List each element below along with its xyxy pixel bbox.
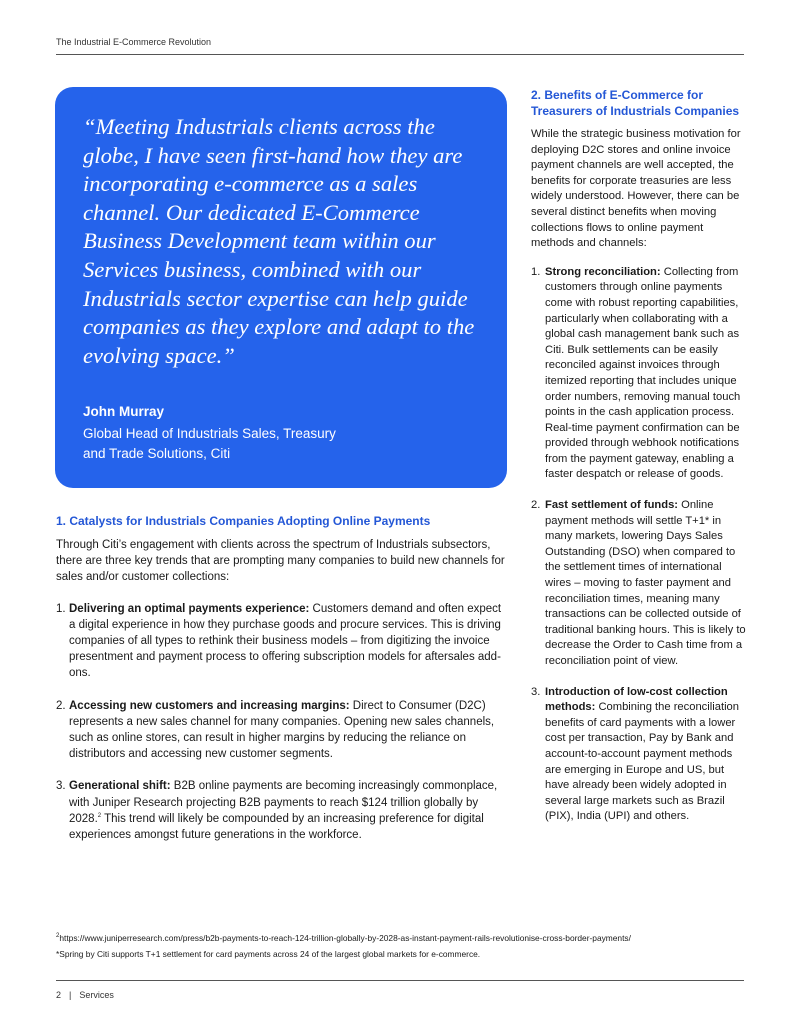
section-heading-catalysts: 1. Catalysts for Industrials Companies Adopting Online Payments: [56, 514, 431, 528]
list-item: [56, 601, 508, 682]
section-catalysts: [56, 513, 508, 843]
catalysts-list: [56, 601, 508, 844]
list-item-text: Combining the reconciliation benefits of card payments with a lower cost per transaction, Pay by Bank and account-to-account payment methods are emerging in Europe and US, but have already been widely adopted in several large markets such as Brazil (PIX), India (UPI) and others.: [545, 701, 739, 823]
list-item-lead: Strong reconciliation:: [545, 265, 661, 278]
footnote-marker: 2: [56, 933, 60, 940]
list-number: 3.: [531, 685, 541, 698]
list-number: 1.: [531, 265, 541, 278]
footnote-star: *Spring by Citi supports T+1 settlement for card payments across 24 of the largest global markets for e-commerce.: [56, 949, 481, 959]
list-item-text: Customers demand and often expect a digital experience in how they purchase goods and procure services. This is driving companies of all types to rethink their business models – from digitizing the invoice presentment and payment process to offering subscription models for aftersales add-ons.: [69, 602, 502, 680]
page-number: 2: [56, 990, 62, 1000]
list-item: [56, 778, 508, 843]
list-item-text: Direct to Consumer (D2C) represents a new sales channel for many companies. Opening new sales channels, such as online stores, can result in higher margins by reducing the reliance on distributors and accessing new customer segments.: [69, 699, 495, 761]
list-number: 2.: [531, 499, 541, 512]
section-heading-benefits: 2. Benefits of E-Commerce for Treasurers of Industrials Companies: [531, 88, 740, 118]
page-footer: [56, 990, 114, 1000]
footnotes: [56, 930, 756, 962]
footnote-link[interactable]: https://www.juniperresearch.com/press/b2b-payments-to-reach-124-trillion-globally-by-2028-as-instant-payment-rails-revolutionise-cross-border-payments/: [59, 933, 631, 943]
list-item-text: B2B online payments are becoming increasingly commonplace, with Juniper Research projecting B2B payments to reach $124 trillion globally by 2028.: [69, 780, 498, 825]
list-item-text: Collecting from customers through online payments come with robust reporting capabilities, particularly when collaborating with a global cash management bank such as Citi. Bulk settlements can be easily reconciled against invoices through itemized reporting that includes unique order numbers, removing manual touch points in the cash application process. Real-time payment confirmation can be provided through webhook notifications from the payment gateway, enabling a faster despatch or release of goods.: [545, 265, 741, 481]
list-item-lead: Generational shift:: [69, 780, 171, 793]
pull-quote-box: [55, 87, 507, 488]
list-number: 3.: [56, 780, 66, 793]
list-item-lead: Delivering an optimal payments experience:: [69, 602, 310, 615]
header-rule: [56, 54, 744, 55]
footnote-ref[interactable]: 2: [97, 813, 102, 820]
list-item-lead: Fast settlement of funds:: [545, 499, 679, 512]
list-item: [531, 498, 747, 670]
benefits-list: [531, 265, 747, 825]
section-intro-benefits: While the strategic business motivation for deploying D2C stores and online invoice payment channels are well accepted, the benefits for corporate treasuries are less widely understood. However, there can be several distinct benefits when moving collections flows to online payment methods and channels:: [531, 128, 741, 250]
section-benefits: [531, 87, 747, 825]
quote-author-role: Global Head of Industrials Sales, Treasury and Trade Solutions, Citi: [83, 426, 336, 462]
list-item: [56, 698, 508, 763]
quote-author: John Murray: [83, 404, 165, 420]
list-item-lead: Accessing new customers and increasing margins:: [69, 699, 350, 712]
list-item-text: Online payment methods will settle T+1* in many markets, lowering Days Sales Outstanding (DSO) when compared to the settlement times of international wires – moving to faster payment and reconciliation times, meaning many transactions can be collected outside of traditional banking hours. This is likely to decrease the Order to Cash time from a reconciliation point of view.: [545, 499, 746, 667]
footer-section: Services: [79, 990, 114, 1000]
running-header: The Industrial E-Commerce Revolution: [56, 37, 212, 47]
list-number: 2.: [56, 699, 66, 712]
list-item-lead: Introduction of low-cost collection methods:: [545, 685, 728, 714]
list-item: [531, 685, 747, 825]
list-number: 1.: [56, 602, 66, 615]
footnote-2: [56, 930, 756, 946]
section-intro-catalysts: Through Citi’s engagement with clients across the spectrum of Industrials subsectors, there are three key trends that are prompting many companies to build new channels for sales and/or customer collections:: [56, 539, 505, 584]
list-item: [531, 265, 747, 483]
footer-rule: [56, 980, 744, 981]
footer-separator: |: [69, 990, 72, 1000]
list-item-text-cont: This trend will likely be compounded by an increasing preference for digital experiences amongst future generations in the workforce.: [69, 812, 484, 842]
pull-quote-text: “Meeting Industrials clients across the globe, I have seen first-hand how they are incorporating e-commerce as a sales channel. Our dedicated E-Commerce Business Development team within our Services business, combined with our Industrials sector expertise can help guide companies as they explore and adapt to the evolving space.”: [83, 114, 475, 368]
